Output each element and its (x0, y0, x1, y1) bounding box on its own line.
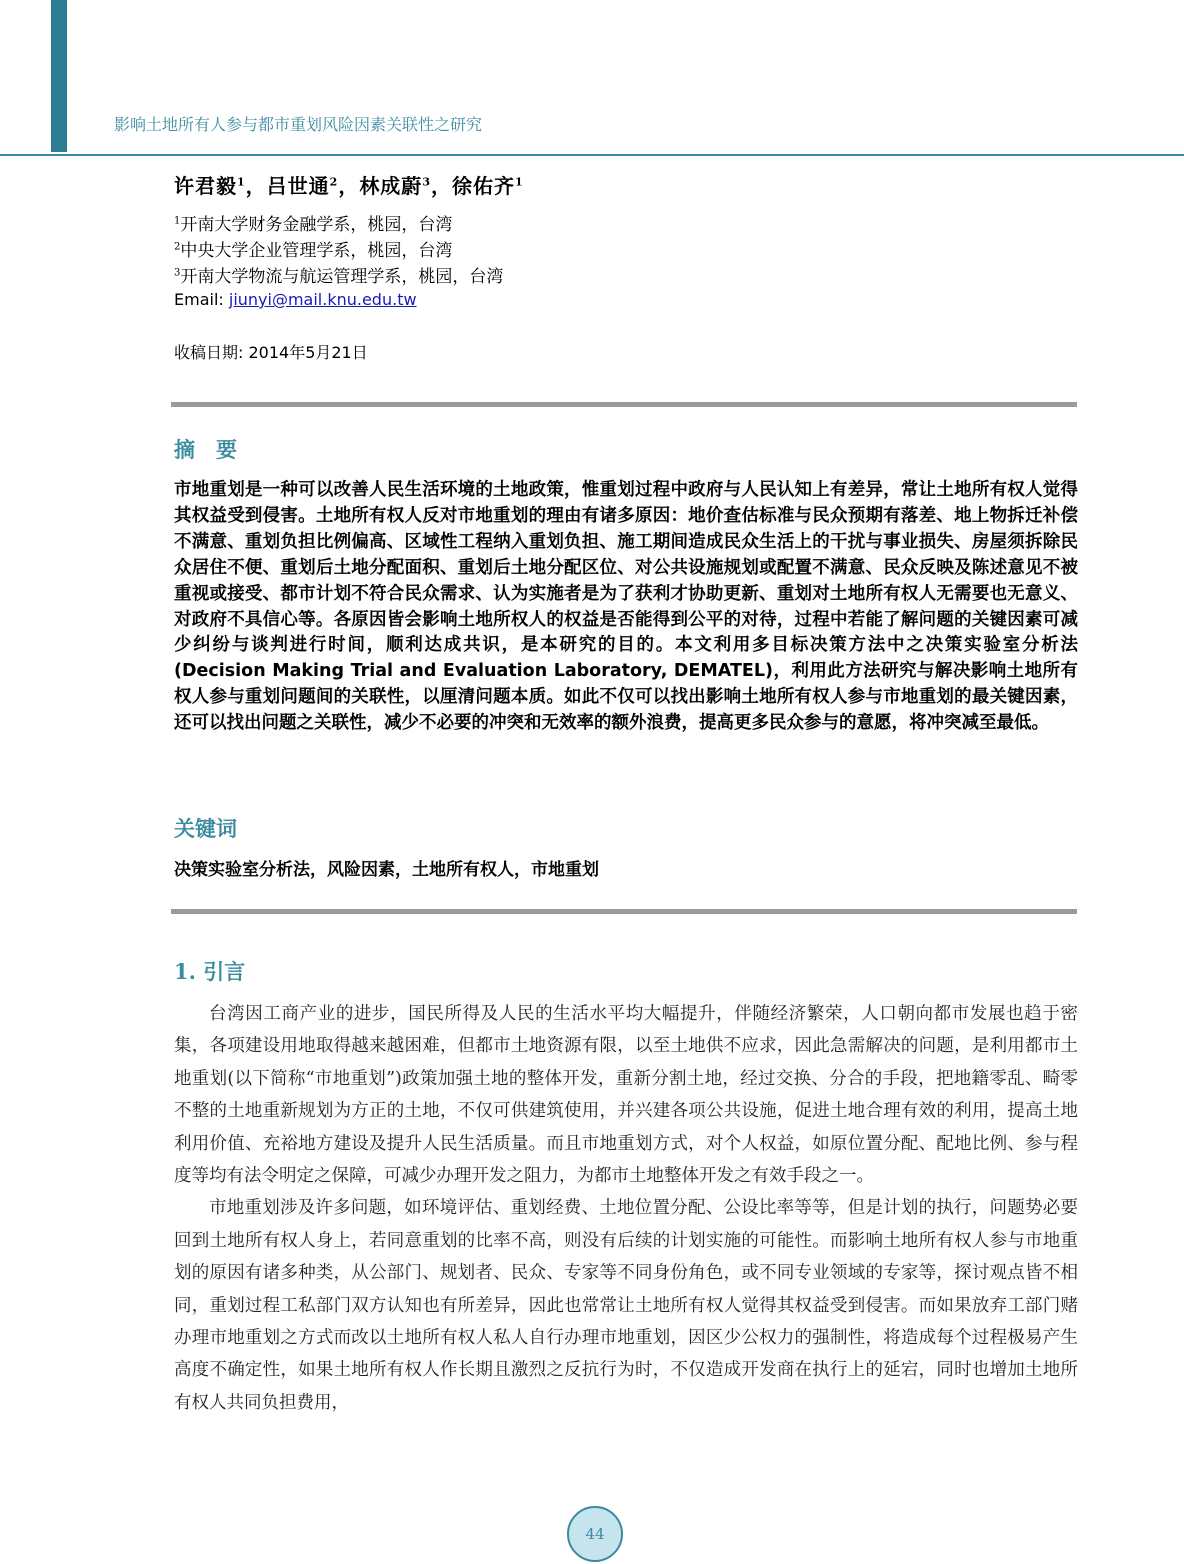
author-name: 吕世通 (266, 174, 330, 198)
author-affil-mark: 1 (514, 175, 524, 189)
abstract-heading: 摘 要 (174, 438, 237, 462)
author-separator: ， (430, 174, 452, 198)
affiliation (174, 262, 503, 287)
intro-body (174, 998, 1078, 1419)
author-separator: ， (245, 174, 267, 198)
affiliation-text: 开南大学财务金融学系，桃园，台湾 (180, 215, 453, 235)
affiliation (174, 236, 452, 261)
intro-heading: 1. 引言 (174, 959, 246, 984)
author-name: 林成蔚 (359, 174, 423, 198)
author-affil-mark: 1 (237, 175, 246, 189)
affiliation-mark: 2 (174, 241, 181, 253)
affiliation-mark: 1 (174, 215, 181, 227)
author-list (174, 170, 524, 199)
author-name: 许君毅 (174, 174, 237, 198)
email-link[interactable]: jiunyi@mail.knu.edu.tw (228, 290, 417, 309)
page-number: 44 (567, 1506, 623, 1562)
affiliation (174, 210, 452, 235)
email-label: Email: (174, 290, 229, 309)
keywords-heading: 关键词 (174, 817, 237, 841)
intro-paragraph: 台湾因工商产业的进步，国民所得及人民的生活水平均大幅提升，伴随经济繁荣，人口朝向都市发展也趋于密集，各项建设用地取得越来越困难，但都市土地资源有限，以至土地供不应求，因此急需解决的问题，是利用都市土地重划(以下简称“市地重划”)政策加强土地的整体开发，重新分割土地，经过交换、分合的手段，把地籍零乱、畸零不整的土地重新规划为方正的土地，不仅可供建筑使用，并兴建各项公共设施，促进土地合理有效的利用，提高土地利用价值、充裕地方建设及提升人民生活质量。而且市地重划方式，对个人权益，如原位置分配、配地比例、参与程度等均有法令明定之保障，可减少办理开发之阻力，为都市土地整体开发之有效手段之一。 (174, 1004, 1078, 1187)
author-name: 徐佑齐 (451, 174, 515, 198)
received-date: 收稿日期: 2014年5月21日 (174, 343, 368, 362)
intro-paragraph: 市地重划涉及许多问题，如环境评估、重划经费、土地位置分配、公设比率等等，但是计划的执行，问题势必要回到土地所有权人身上，若同意重划的比率不高，则没有后续的计划实施的可能性。而影响土地所有权人参与市地重划的原因有诸多种类，从公部门、规划者、民众、专家等不同身份角色，或不同专业领域的专家等，探讨观点皆不相同，重划过程工私部门双方认知也有所差异，因此也常常让土地所有权人觉得其权益受到侵害。而如果放弃工部门赌办理市地重划之方式而改以土地所有权人私人自行办理市地重划，因区少公权力的强制性，将造成每个过程极易产生高度不确定性，如果土地所有权人作长期且激烈之反抗行为时，不仅造成开发商在执行上的延宕，同时也增加土地所有权人共同负担费用， (174, 1198, 1078, 1413)
author-separator: ， (338, 174, 360, 198)
section-divider (171, 402, 1077, 407)
affiliation-text: 开南大学物流与航运管理学系，桃园，台湾 (180, 267, 504, 287)
email-line (174, 290, 417, 309)
keywords-text: 决策实验室分析法，风险因素，土地所有权人，市地重划 (174, 860, 599, 880)
section-divider (171, 909, 1077, 914)
author-affil-mark: 3 (422, 175, 431, 189)
header-divider (0, 154, 1184, 156)
affiliation-text: 中央大学企业管理学系，桃园，台湾 (180, 241, 453, 261)
running-title: 影响土地所有人参与都市重划风险因素关联性之研究 (114, 115, 483, 134)
header-accent-bar (51, 0, 67, 152)
author-affil-mark: 2 (329, 175, 339, 189)
abstract-text: 市地重划是一种可以改善人民生活环境的土地政策，惟重划过程中政府与人民认知上有差异，常让土地所有权人觉得其权益受到侵害。土地所有权人反对市地重划的理由有诸多原因：地价查估标准与民众预期有落差、地上物拆迁补偿不满意、重划负担比例偏高、区域性工程纳入重划负担、施工期间造成民众生活上的干扰与事业损失、房屋须拆除民众居住不便、重划后土地分配面积、重划后土地分配区位、对公共设施规划或配置不满意、民众反映及陈述意见不被重视或接受、都市计划不符合民众需求、认为实施者是为了获利才协助更新、重划对土地所有权人无需要也无意义、对政府不具信心等。各原因皆会影响土地所权人的权益是否能得到公平的对待，过程中若能了解问题的关键因素可减少纠纷与谈判进行时间，顺利达成共识，是本研究的目的。本文利用多目标决策方法中之决策实验室分析法(Decision Making Trial and Evaluation Laboratory, DEMATEL)，利用此方法研究与解决影响土地所有权人参与重划问题间的关联性，以厘清问题本质。如此不仅可以找出影响土地所有权人参与市地重划的最关键因素，还可以找出问题之关联性，减少不必要的冲突和无效率的额外浪费，提高更多民众参与的意愿，将冲突减至最低。 (174, 480, 1078, 734)
affiliation-mark: 3 (174, 267, 181, 279)
